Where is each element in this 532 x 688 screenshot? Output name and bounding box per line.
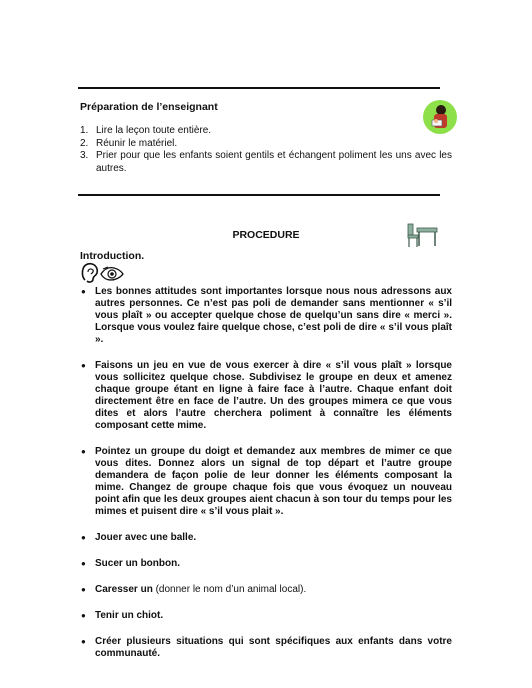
list-item: ● Sucer un bonbon. [81, 558, 180, 569]
ear-icon [80, 262, 100, 284]
middle-divider [78, 194, 440, 196]
bullet-icon: ● [81, 637, 86, 646]
bullet-icon: ● [81, 611, 86, 620]
preparation-title: Préparation de l’enseignant [80, 101, 218, 113]
list-item: 2. Réunir le matériel. [80, 137, 178, 149]
bullet-icon: ● [81, 559, 86, 568]
list-item: ● Pointez un groupe du doigt et demandez aux membres de mimer ce que vous dites. Donnez alors un signal de top départ et l’autre groupe demandera de façon polie de leur donner les éléments composant la mime. Changez de groupe chaque fois que vous évoquez un nouveau point afin que les deux groupes aient chacun à son tour du temps pour les mimes et puisent dire « s’il vous plait ». [81, 446, 452, 517]
bullet-icon: ● [81, 447, 86, 456]
preparation-steps [80, 125, 452, 175]
list-item: ● Créer plusieurs situations qui sont spécifiques aux enfants dans votre communauté. [81, 636, 452, 659]
top-divider [78, 87, 440, 89]
list-item: ● Tenir un chiot. [81, 610, 164, 621]
list-item: ● Faisons un jeu en vue de vous exercer à dire « s’il vous plaît » lorsque vous sollicitez quelque chose. Subdivisez le groupe en deux et amenez chaque groupe étant en ligne à faire face à l’autre. Chaque enfant doit directement être en face de l’autre. Un des groupes mimera ce que vous dites et alors l’autre cherchera poliment à connaître les éléments composant cette mime. [81, 360, 452, 431]
bullet-icon: ● [81, 361, 86, 370]
list-item: 1. Lire la leçon toute entière. [80, 125, 212, 136]
list-item: ● Caresser un (donner le nom d’un animal local). [81, 584, 307, 595]
list-item: ● Jouer avec une balle. [81, 532, 197, 543]
bullet-icon: ● [81, 585, 86, 594]
eye-icon [100, 266, 124, 282]
desk-chair-icon [406, 222, 440, 248]
introduction-title: Introduction. [80, 250, 145, 262]
list-item: 3. Prier pour que les enfants soient gentils et échangent poliment les uns avec les autres. [80, 150, 452, 174]
procedure-title: PROCEDURE [232, 229, 300, 241]
procedure-list [80, 286, 452, 674]
bullet-icon: ● [81, 533, 86, 542]
bullet-icon: ● [81, 287, 86, 296]
list-item: ● Les bonnes attitudes sont importantes lorsque nous nous adressons aux autres personnes. Ce n’est pas poli de demander sans mentionner « s’il vous plaît » ou accepter quelque chose de quelqu’un sans dire « merci ». Lorsque vous voulez faire quelque chose, c’est poli de dire « s’il vous plaît ». [81, 286, 452, 345]
